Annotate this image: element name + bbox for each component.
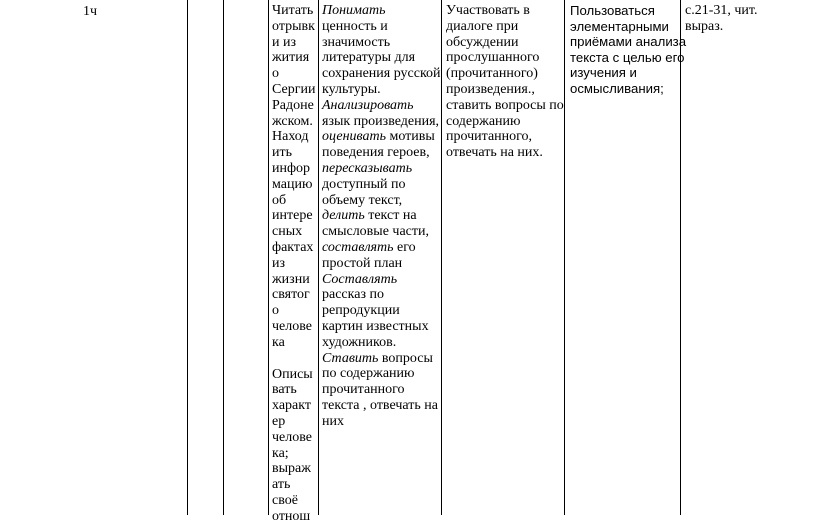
activity-cell xyxy=(272,3,317,525)
activity-line: Наход xyxy=(272,129,309,145)
subject-line: Анализировать xyxy=(322,97,414,113)
subject-line: доступный по xyxy=(322,176,406,192)
table-border xyxy=(223,0,224,515)
subject-text: мотивы xyxy=(385,129,435,145)
activity-line: сных xyxy=(272,224,303,240)
communicative-line: отвечать на них. xyxy=(446,145,543,161)
subject-text: текст на xyxy=(364,208,417,224)
homework-cell xyxy=(685,3,813,35)
table-border xyxy=(680,0,681,515)
subject-verb: Ставить xyxy=(322,350,379,366)
subject-verb: составлять xyxy=(322,239,394,255)
subject-line: значимость xyxy=(322,34,391,50)
activity-line: ить xyxy=(272,145,292,161)
subject-verb: оценивать xyxy=(322,129,386,145)
activity-line: челове xyxy=(272,429,312,445)
activity-line: о xyxy=(272,66,279,82)
activity-line: фактах xyxy=(272,239,314,255)
communicative-line: ставить вопросы по xyxy=(446,97,564,113)
subject-line: художников. xyxy=(322,334,397,350)
table-border xyxy=(318,0,319,515)
subject-line: Понимать xyxy=(322,3,386,18)
communicative-line: прослушанного xyxy=(446,50,540,66)
regulative-line: изучения и xyxy=(570,65,637,81)
subject-verb: делить xyxy=(322,208,365,224)
paragraph-gap xyxy=(272,351,317,367)
subject-line: картин известных xyxy=(322,318,429,334)
communicative-line: прочитанного, xyxy=(446,129,533,145)
communicative-line: обсуждении xyxy=(446,34,519,50)
activity-line: ка xyxy=(272,334,285,350)
table-border xyxy=(187,0,188,515)
subject-line: по содержанию xyxy=(322,366,415,382)
communicative-cell xyxy=(446,3,563,161)
activity-line: своё xyxy=(272,492,298,508)
subject-line: культуры. xyxy=(322,81,381,97)
activity-line: об xyxy=(272,192,287,208)
activity-line: о xyxy=(272,303,279,319)
subject-line xyxy=(322,240,440,256)
subject-line: объему текст, xyxy=(322,192,403,208)
subject-text: вопросы xyxy=(378,350,433,366)
subject-line xyxy=(322,129,440,145)
activity-line: жизни xyxy=(272,271,310,287)
activity-line: отрывк xyxy=(272,18,315,34)
activity-line: жском. xyxy=(272,113,313,129)
communicative-line: Участвовать в xyxy=(446,3,530,18)
subject-line: сохранения русской xyxy=(322,66,441,82)
subject-text: его xyxy=(393,239,416,255)
regulative-line: приёмами анализа xyxy=(570,34,687,50)
table-border xyxy=(268,0,269,515)
activity-line: мацию xyxy=(272,176,313,192)
subject-line: смысловые части, xyxy=(322,224,429,240)
activity-line: святог xyxy=(272,287,310,303)
activity-line: отнош xyxy=(272,508,311,524)
activity-line: Радоне xyxy=(272,97,314,113)
activity-line: ка; xyxy=(272,445,289,461)
hours-cell xyxy=(83,4,97,20)
subject-line xyxy=(322,208,440,224)
activity-line: и из xyxy=(272,34,297,50)
subject-line: рассказ по xyxy=(322,287,384,303)
regulative-line: текста с целью его xyxy=(570,49,685,65)
communicative-line: произведения., xyxy=(446,81,535,97)
subject-line: текста , отвечать на xyxy=(322,397,438,413)
activity-line: ать xyxy=(272,477,291,493)
activity-line: интере xyxy=(272,208,313,224)
homework-line: с.21-31, чит. xyxy=(685,3,758,18)
activity-line: выраж xyxy=(272,461,311,477)
homework-line: выраз. xyxy=(685,18,724,34)
regulative-cell xyxy=(570,3,687,97)
communicative-line: (прочитанного) xyxy=(446,66,538,82)
subject-line: литературы для xyxy=(322,50,416,66)
hours-value: 1ч xyxy=(83,4,98,19)
subject-line: прочитанного xyxy=(322,382,405,398)
activity-line: челове xyxy=(272,318,312,334)
activity-line: Читать xyxy=(272,3,314,18)
table-border xyxy=(441,0,442,515)
subject-line: ценность и xyxy=(322,18,388,34)
activity-line: жития xyxy=(272,50,310,66)
subject-line: поведения героев, xyxy=(322,145,430,161)
regulative-line: Пользоваться xyxy=(570,3,655,18)
subject-line: простой план xyxy=(322,255,403,271)
subject-line: них xyxy=(322,413,344,429)
subject-line: Составлять xyxy=(322,271,398,287)
activity-line: из xyxy=(272,255,286,271)
activity-line: Описы xyxy=(272,366,313,382)
activity-line: вать xyxy=(272,382,297,398)
subject-line: пересказывать xyxy=(322,160,413,176)
communicative-line: содержанию xyxy=(446,113,521,129)
subject-line xyxy=(322,351,440,367)
activity-line: ер xyxy=(272,413,286,429)
regulative-line: элементарными xyxy=(570,18,669,34)
activity-line: Сергии xyxy=(272,81,316,97)
subject-line: язык произведения, xyxy=(322,113,440,129)
subject-results-cell xyxy=(322,3,440,430)
activity-line: инфор xyxy=(272,160,311,176)
regulative-line: осмысливания; xyxy=(570,80,664,96)
table-border xyxy=(564,0,565,515)
activity-line: характ xyxy=(272,398,311,414)
subject-line: репродукции xyxy=(322,303,400,319)
communicative-line: диалоге при xyxy=(446,18,519,34)
